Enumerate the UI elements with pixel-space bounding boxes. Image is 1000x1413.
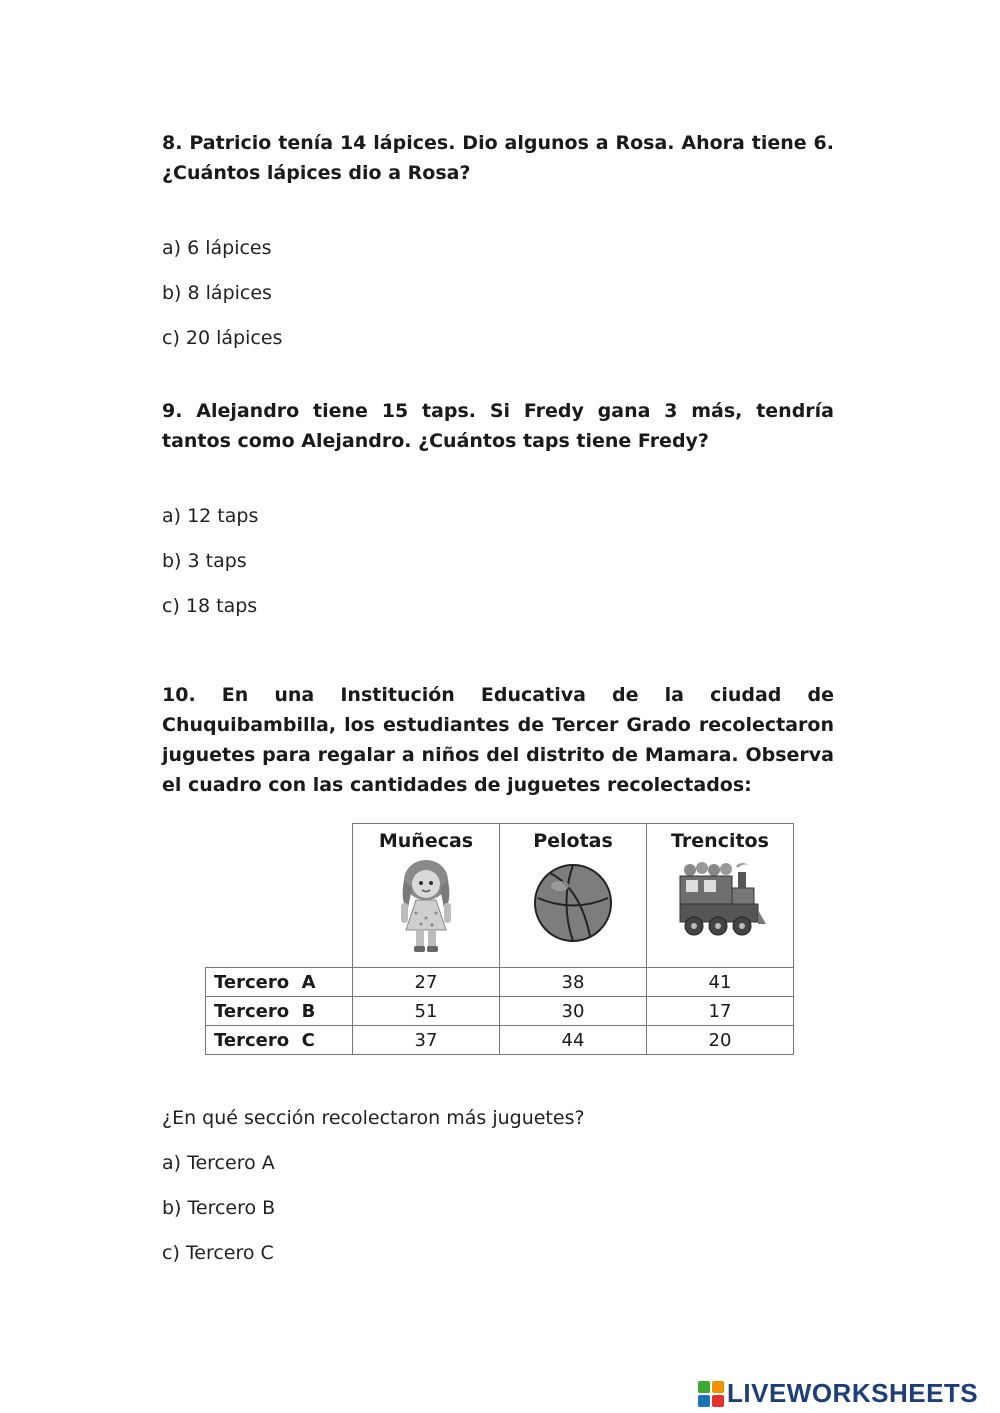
liveworksheets-logo[interactable] <box>698 1378 978 1409</box>
cell-value: 38 <box>500 968 647 997</box>
row-label: Tercero A <box>206 968 353 997</box>
question-8-option-a[interactable]: a) 6 lápices <box>162 237 272 259</box>
question-10-text: 10. En una Institución Educativa de la ciudad de Chuquibambilla, los estudiantes de Tercer Grado recolectaron juguetes para regalar a niños del distrito de Mamara. Observa el cuadro con las cantidades de juguetes recolectados: <box>162 684 834 796</box>
logo-mark-icon <box>698 1381 724 1407</box>
table-row <box>206 1026 794 1055</box>
row-label: Tercero C <box>206 1026 353 1055</box>
question-10-option-c[interactable]: c) Tercero C <box>162 1242 274 1264</box>
cell-value: 51 <box>353 997 500 1026</box>
question-8-option-b[interactable]: b) 8 lápices <box>162 282 272 304</box>
logo-text: LIVEWORKSHEETS <box>727 1378 979 1408</box>
train-icon <box>672 858 768 942</box>
question-8-text: 8. Patricio tenía 14 lápices. Dio algunos a Rosa. Ahora tiene 6. ¿Cuántos lápices dio a Rosa? <box>162 132 834 184</box>
header-label: Trencitos <box>671 830 769 852</box>
question-10-option-b[interactable]: b) Tercero B <box>162 1197 276 1219</box>
cell-value: 27 <box>353 968 500 997</box>
header-pelotas <box>500 824 647 968</box>
cell-value: 37 <box>353 1026 500 1055</box>
doll-icon <box>386 858 466 954</box>
row-label: Tercero B <box>206 997 353 1026</box>
cell-value: 17 <box>647 997 794 1026</box>
question-10-option-a[interactable]: a) Tercero A <box>162 1152 275 1174</box>
header-label: Pelotas <box>533 830 613 852</box>
ball-icon <box>530 858 616 948</box>
cell-value: 44 <box>500 1026 647 1055</box>
cell-value: 20 <box>647 1026 794 1055</box>
question-9-option-c[interactable]: c) 18 taps <box>162 595 258 617</box>
toys-table <box>205 823 794 1055</box>
header-trencitos <box>647 824 794 968</box>
question-9-option-b[interactable]: b) 3 taps <box>162 550 247 572</box>
cell-value: 30 <box>500 997 647 1026</box>
question-8-option-c[interactable]: c) 20 lápices <box>162 327 283 349</box>
cell-value: 41 <box>647 968 794 997</box>
question-9-text: 9. Alejandro tiene 15 taps. Si Fredy gana 3 más, tendría tantos como Alejandro. ¿Cuántos taps tiene Fredy? <box>162 400 834 452</box>
table-row <box>206 997 794 1026</box>
table-header-row <box>206 824 794 968</box>
header-label: Muñecas <box>378 830 474 852</box>
header-munecas <box>353 824 500 968</box>
table-corner-cell <box>206 824 353 968</box>
question-9-option-a[interactable]: a) 12 taps <box>162 505 259 527</box>
table-row <box>206 968 794 997</box>
question-10-prompt: ¿En qué sección recolectaron más juguetes? <box>162 1107 585 1129</box>
